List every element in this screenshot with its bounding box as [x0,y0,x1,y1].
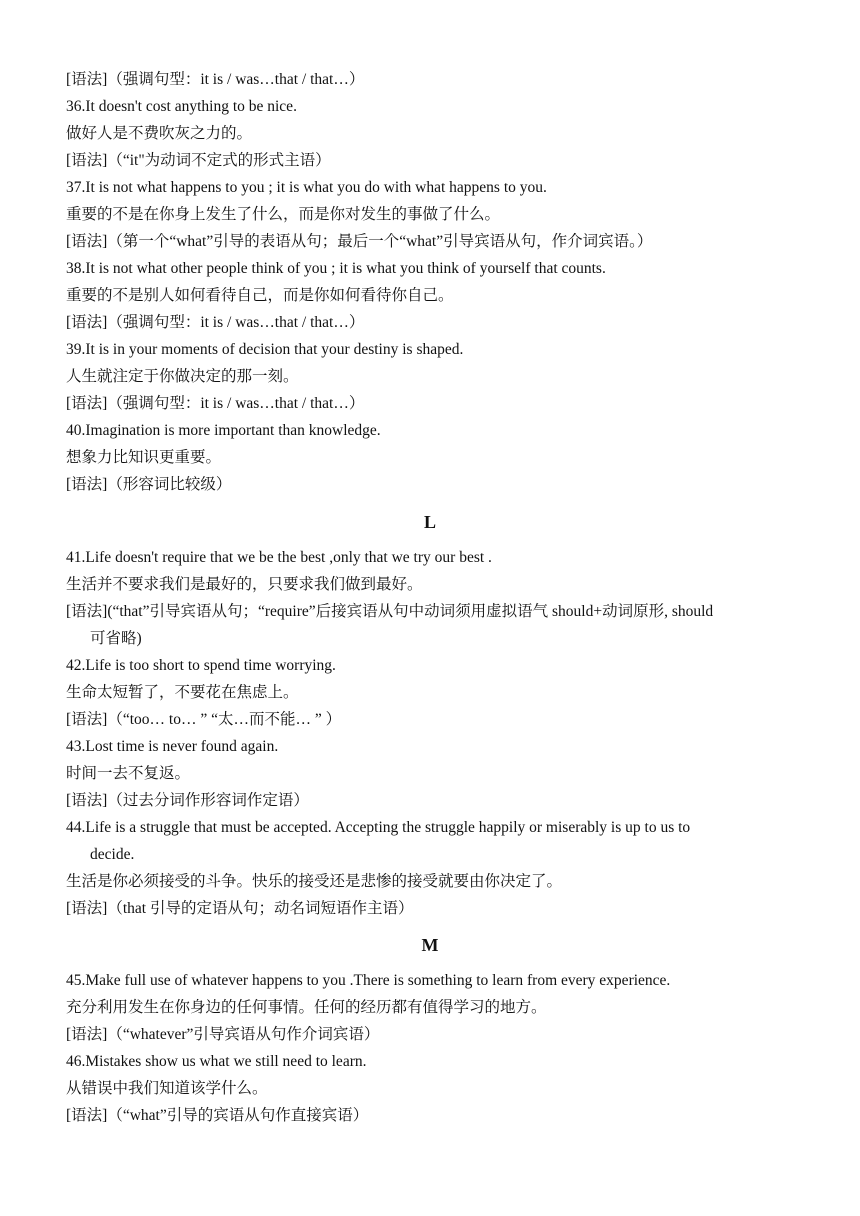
section-heading-l: L [423,512,436,532]
sentence-en: 45.Make full use of whatever happens to you .There is something to learn from every experience. [66,972,671,989]
grammar-note: [语法]（第一个“what”引导的表语从句；最后一个“what”引导宾语从句，作介词宾语。） [66,233,653,250]
grammar-note: [语法](“that”引导宾语从句；“require”后接宾语从句中动词须用虚拟语气 should+动词原形, should [66,603,714,620]
grammar-note: [语法]（强调句型：it is / was…that / that…） [66,314,365,331]
sentence-en: 44.Life is a struggle that must be accepted. Accepting the struggle happily or miserably is up to us to [66,819,691,836]
grammar-note: [语法]（过去分词作形容词作定语） [66,792,309,809]
sentence-en: 40.Imagination is more important than knowledge. [66,422,381,439]
grammar-note: [语法]（“what”引导的宾语从句作直接宾语） [66,1107,369,1124]
section-heading-m: M [421,935,439,955]
sentence-en: 41.Life doesn't require that we be the best ,only that we try our best . [66,549,492,566]
sentence-en: 46.Mistakes show us what we still need to learn. [66,1053,367,1070]
sentence-en-continued: decide. [90,846,135,863]
sentence-zh: 充分利用发生在你身边的任何事情。任何的经历都有值得学习的地方。 [66,999,547,1016]
grammar-note: [语法]（“too… to… ” “太…而不能… ” ） [66,711,342,728]
sentence-en: 43.Lost time is never found again. [66,738,279,755]
sentence-en: 42.Life is too short to spend time worrying. [66,657,336,674]
sentence-zh: 生活并不要求我们是最好的，只要求我们做到最好。 [66,576,423,593]
sentence-zh: 生命太短暂了，不要花在焦虑上。 [66,684,299,701]
grammar-note: [语法]（强调句型：it is / was…that / that…） [66,71,365,88]
sentence-zh: 想象力比知识更重要。 [66,449,222,466]
grammar-note: [语法]（“it"为动词不定式的形式主语） [66,152,331,169]
sentence-zh: 人生就注定于你做决定的那一刻。 [66,368,299,385]
sentence-en: 39.It is in your moments of decision that your destiny is shaped. [66,341,464,358]
sentence-en: 36.It doesn't cost anything to be nice. [66,98,297,115]
grammar-note: [语法]（that 引导的定语从句；动名词短语作主语） [66,900,414,917]
grammar-note: [语法]（“whatever”引导宾语从句作介词宾语） [66,1026,380,1043]
sentence-zh: 重要的不是别人如何看待自己，而是你如何看待你自己。 [66,287,454,304]
sentence-zh: 做好人是不费吹灰之力的。 [66,125,253,142]
sentence-en: 37.It is not what happens to you ; it is what you do with what happens to you. [66,179,547,196]
sentence-zh: 从错误中我们知道该学什么。 [66,1080,268,1097]
grammar-note: [语法]（强调句型：it is / was…that / that…） [66,395,365,412]
sentence-en: 38.It is not what other people think of you ; it is what you think of yourself that counts. [66,260,606,277]
sentence-zh: 生活是你必须接受的斗争。快乐的接受还是悲惨的接受就要由你决定了。 [66,873,563,890]
grammar-note: [语法]（形容词比较级） [66,476,232,493]
sentence-zh: 时间一去不复返。 [66,765,191,782]
sentence-zh: 重要的不是在你身上发生了什么，而是你对发生的事做了什么。 [66,206,501,223]
grammar-note-continued: 可省略) [90,630,142,647]
